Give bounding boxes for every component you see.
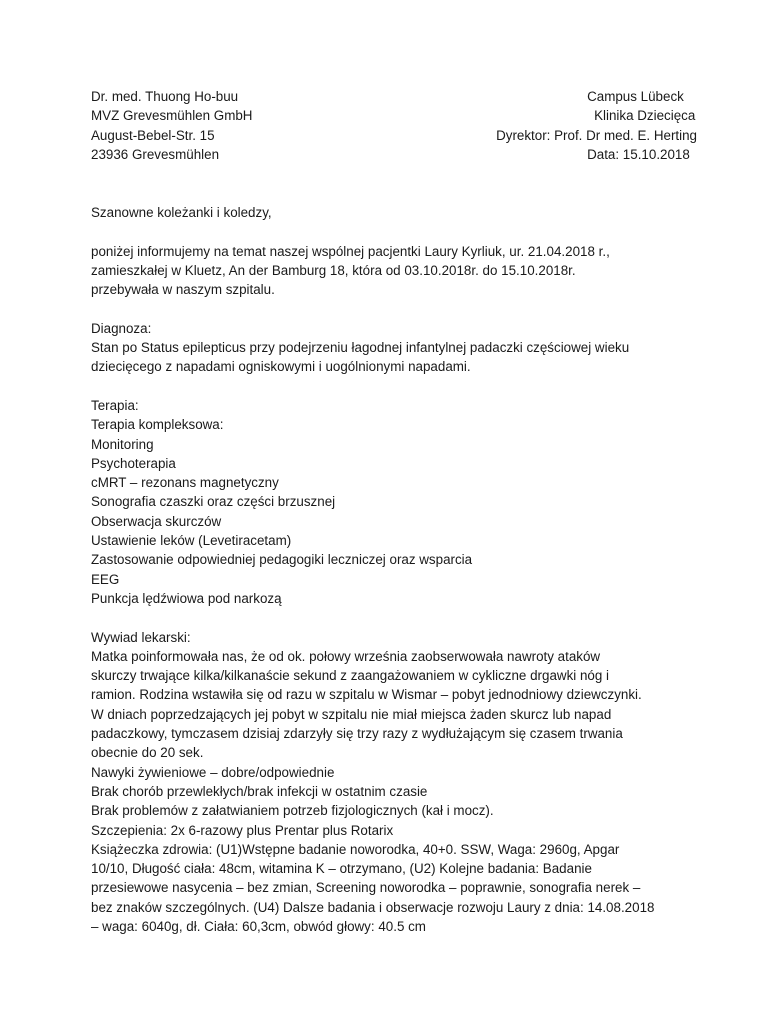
letter-header xyxy=(91,87,697,165)
recipient-address xyxy=(496,87,697,164)
recipient-director: Dyrektor: Prof. Dr med. E. Herting xyxy=(496,127,697,143)
therapy-item: Psychoterapia xyxy=(91,455,176,471)
therapy-item: Obserwacja skurczów xyxy=(91,513,222,529)
history-line: padaczkowy, tymczasem dzisiaj zdarzyły się trzy razy z wydłużającym się czasem trwania xyxy=(91,726,623,742)
letter-date: Data: 15.10.2018 xyxy=(587,146,690,162)
therapy-item: Zastosowanie odpowiedniej pedagogiki leczniczej oraz wsparcia xyxy=(91,552,473,568)
intro-paragraph xyxy=(91,242,681,300)
history-line: skurczy trwające kilka/kilkanaście sekund z zaangażowaniem w cykliczne drgawki nóg i xyxy=(91,668,609,684)
therapy-item: Punkcja lędźwiowa pod narkozą xyxy=(91,590,282,606)
history-line: Matka poinformowała nas, że od ok. połowy września zaobserwowała nawroty ataków xyxy=(91,648,601,664)
therapy-item: Terapia kompleksowa: xyxy=(91,417,224,433)
therapy-heading: Terapia: xyxy=(91,397,139,413)
history-line: Brak problemów z załatwianiem potrzeb fizjologicznych (kał i mocz). xyxy=(91,803,494,819)
therapy-section xyxy=(91,396,681,608)
history-line: ramion. Rodzina wstawiła się od razu w szpitalu w Wismar – pobyt jednodniowy dziewczynki. xyxy=(91,687,642,703)
sender-street: August-Bebel-Str. 15 xyxy=(91,127,215,143)
history-line: W dniach poprzedzających jej pobyt w szpitalu nie miał miejsca żaden skurcz lub napad xyxy=(91,706,612,722)
diagnosis-line: dziecięcego z napadami ogniskowymi i uogólnionymi napadami. xyxy=(91,359,471,375)
history-line: – waga: 6040g, dł. Ciała: 60,3cm, obwód głowy: 40.5 cm xyxy=(91,918,426,934)
sender-practice: MVZ Grevesmühlen GmbH xyxy=(91,108,253,124)
history-line: Brak chorób przewlekłych/brak infekcji w ostatnim czasie xyxy=(91,783,428,799)
therapy-item: Monitoring xyxy=(91,436,154,452)
diagnosis-line: Stan po Status epilepticus przy podejrzeniu łagodnej infantylnej padaczki częściowej wieku xyxy=(91,340,630,356)
diagnosis-heading: Diagnoza: xyxy=(91,320,152,336)
intro-line: poniżej informujemy na temat naszej wspólnej pacjentki Laury Kyrliuk, ur. 21.04.2018 r., xyxy=(91,243,610,259)
therapy-item: cMRT – rezonans magnetyczny xyxy=(91,475,279,491)
sender-city: 23936 Grevesmühlen xyxy=(91,146,220,162)
intro-line: przebywała w naszym szpitalu. xyxy=(91,282,275,298)
history-heading: Wywiad lekarski: xyxy=(91,629,191,645)
letter-page xyxy=(91,87,697,936)
therapy-item: Sonografia czaszki oraz części brzusznej xyxy=(91,494,336,510)
history-line: Nawyki żywieniowe – dobre/odpowiednie xyxy=(91,764,335,780)
diagnosis-section xyxy=(91,319,681,377)
history-line: przesiewowe nasycenia – bez zmian, Screening noworodka – poprawnie, sonografia nerek – xyxy=(91,880,641,896)
therapy-item: EEG xyxy=(91,571,120,587)
recipient-campus: Campus Lübeck xyxy=(587,89,684,104)
intro-line: zamieszkałej w Kluetz, An der Bamburg 18, która od 03.10.2018r. do 15.10.2018r. xyxy=(91,262,576,278)
therapy-item: Ustawienie leków (Levetiracetam) xyxy=(91,533,292,549)
history-line: Książeczka zdrowia: (U1)Wstępne badanie noworodka, 40+0. SSW, Waga: 2960g, Apgar xyxy=(91,841,620,857)
recipient-clinic: Klinika Dziecięca xyxy=(594,108,696,124)
history-line: 10/10, Długość ciała: 48cm, witamina K – otrzymano, (U2) Kolejne badania: Badanie xyxy=(91,861,592,877)
history-section xyxy=(91,628,681,937)
salutation: Szanowne koleżanki i koledzy, xyxy=(91,205,272,220)
sender-address xyxy=(91,87,252,164)
history-line: obecnie do 20 sek. xyxy=(91,745,204,761)
history-line: Szczepienia: 2x 6-razowy plus Prentar plus Rotarix xyxy=(91,822,394,838)
sender-name: Dr. med. Thuong Ho-buu xyxy=(91,89,239,104)
history-line: bez znaków szczególnych. (U4) Dalsze badania i obserwacje rozwoju Laury z dnia: 14.08.2018 xyxy=(91,899,655,915)
